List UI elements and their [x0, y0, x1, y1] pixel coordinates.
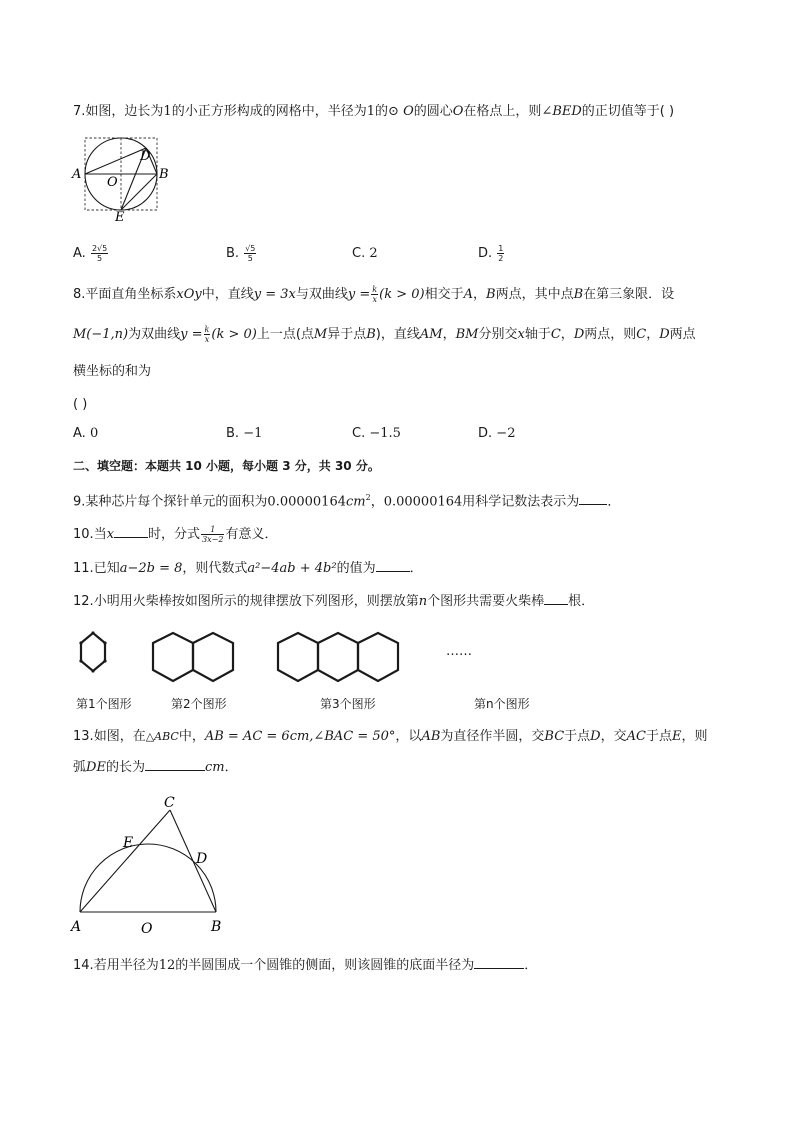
q14-stem: 14.若用半径为12的半圆围成一个圆锥的侧面，则该圆锥的底面半径为 ． [73, 958, 538, 973]
q8-option-a[interactable]: A. 0 [73, 426, 99, 441]
q12-caption-1: 第1个图形 [76, 697, 132, 711]
q9-stem: 9.某种芯片每个探针单元的面积为$0.00000164cm^2$，0.00000164用科学记数法表示为 ． [73, 493, 621, 510]
q12-matchstick-figures [70, 622, 490, 692]
q8-line-1: 8.平面直角坐标系xOy中，直线y = 3x与双曲线y = $\frac{k}{x}$ (k > 0)相交于A，B两点，其中点B在第三象限．设 [73, 285, 675, 304]
q7-label-d: D [140, 149, 151, 164]
q13-label-c: C [164, 795, 175, 811]
q7-figure [70, 130, 170, 222]
q13-line-1: 13.如图，在△ABC中，AB = AC = 6cm,∠BAC = 50°，以AB为直径作半圆，交BC于点D，交AC于点E，则 [73, 729, 708, 744]
q7-option-a[interactable]: A. $\frac{2√5}{5}$ [73, 244, 108, 263]
q12-caption-3: 第3个图形 [320, 697, 376, 711]
q13-figure [66, 790, 236, 940]
q9-answer-blank[interactable] [579, 492, 607, 505]
q13-label-a: A [71, 919, 82, 935]
q13-label-d: D [196, 851, 208, 867]
section-2-heading: 二、填空题：本题共 10 小题，每小题 3 分，共 30 分。 [73, 459, 380, 473]
hexagon-fig3-b [318, 633, 358, 681]
q12-answer-blank[interactable] [544, 592, 568, 605]
q12-caption-2: 第2个图形 [171, 697, 227, 711]
hexagon-fig2-a [153, 633, 193, 681]
q7-option-d[interactable]: D. $\frac{1}{2}$ [478, 244, 504, 263]
q8-option-c[interactable]: C. −1.5 [352, 426, 401, 441]
q8-answer-paren: ( ) [73, 397, 88, 412]
q8-line-2: M(−1,n)为双曲线y = $\frac{k}{x}$ (k > 0)上一点(点M异于点B)，直线AM，BM分别交x轴于C，D两点，则C，D两点 [73, 325, 696, 344]
q12-caption-n: 第n个图形 [474, 697, 530, 711]
q12-ellipsis: …… [446, 644, 472, 659]
q7-label-e: E [115, 210, 125, 222]
q7-option-b[interactable]: B. $\frac{√5}{5}$ [226, 244, 256, 263]
q13-label-b: B [211, 919, 222, 935]
q13-answer-blank[interactable] [145, 758, 205, 771]
q14-answer-blank[interactable] [474, 956, 524, 969]
q7-option-c[interactable]: C. 2 [352, 246, 378, 261]
q8-option-b[interactable]: B. −1 [226, 426, 263, 441]
q7-label-a: A [72, 167, 82, 182]
hexagon-fig2-b [193, 633, 233, 681]
q11-stem: 11.已知a−2b = 8，则代数式a²−4ab + 4b²的值为 ． [73, 561, 423, 576]
q10-answer-blank[interactable] [114, 525, 148, 538]
hexagon-fig1 [81, 633, 105, 671]
q7-label-o: O [107, 175, 118, 190]
q13-label-o: O [141, 921, 153, 937]
q12-stem: 12.小明用火柴棒按如图所示的规律摆放下列图形，则摆放第n个图形共需要火柴棒 根． [73, 594, 595, 609]
q13-line-2: 弧DE的长为 cm． [73, 760, 238, 775]
q8-option-d[interactable]: D. −2 [478, 426, 516, 441]
hexagon-fig3-a [278, 633, 318, 681]
q13-label-e: E [123, 835, 134, 851]
q11-answer-blank[interactable] [376, 559, 410, 572]
q7-label-b: B [159, 167, 169, 182]
q8-line-3: 横坐标的和为 [73, 364, 152, 379]
q7-stem: 7.如图，边长为1的小正方形构成的网格中，半径为1的⊙ O的圆心O在格点上，则∠BED的正切值等于( ) [73, 104, 675, 119]
q10-stem: 10.当x 时，分式 $\frac{1}{3x-2}$ 有意义． [73, 525, 278, 544]
hexagon-fig3-c [358, 633, 398, 681]
